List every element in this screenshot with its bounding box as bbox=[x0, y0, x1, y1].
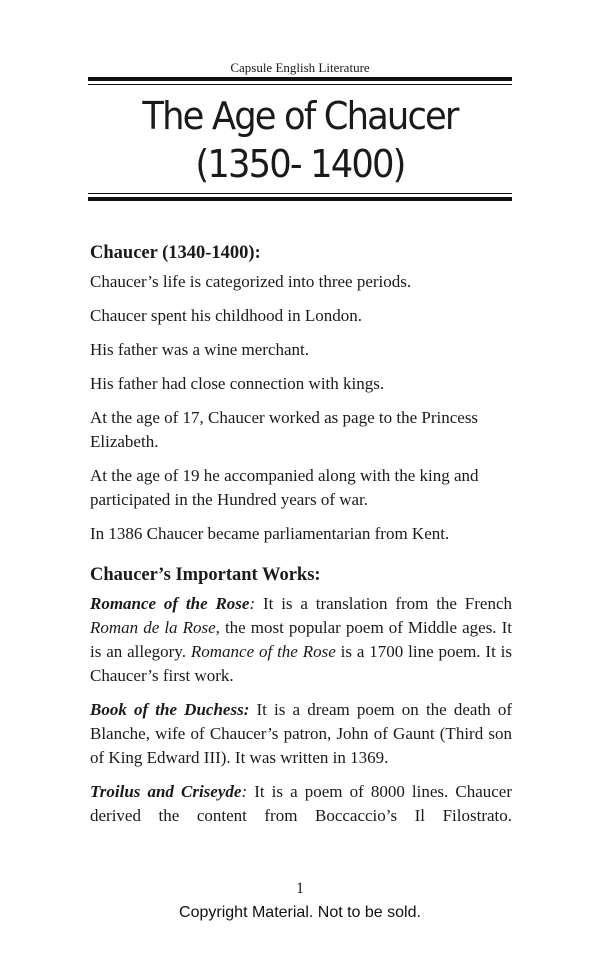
work-italic-ref: Roman de la Rose bbox=[90, 618, 216, 637]
header-rule-thin bbox=[88, 84, 512, 85]
title-rule-thin bbox=[88, 193, 512, 194]
copyright-notice: Copyright Material. Not to be sold. bbox=[179, 904, 421, 921]
work-text: is a 1700 line poem. It is Chaucer’s first work. bbox=[90, 642, 513, 685]
work-text: It is a poem of 8000 lines. Chaucer derived the content from Boccaccio’s Il Filostrato. bbox=[90, 782, 512, 825]
work-text: , the most popular poem of Middle ages. It is an allegory. bbox=[90, 618, 512, 661]
paragraph: In 1386 Chaucer became parliamentarian from Kent. bbox=[90, 524, 450, 543]
work-text: It is a dream poem on the death of Blanche, wife of Chaucer’s patron, John of Gaunt (Third son of King Edward III). It was written in 1369. bbox=[90, 700, 512, 767]
paragraph: His father was a wine merchant. bbox=[90, 340, 310, 359]
page-number: 1 bbox=[296, 880, 304, 897]
section-heading-chaucer: Chaucer (1340-1400): bbox=[90, 243, 261, 263]
paragraph: Chaucer spent his childhood in London. bbox=[90, 306, 362, 325]
work-entry-duchess bbox=[90, 698, 512, 770]
title-rule-thick bbox=[88, 197, 512, 201]
work-title-sep: : bbox=[241, 782, 248, 801]
work-title-sep: : bbox=[249, 594, 256, 613]
work-italic-ref: Romance of the Rose bbox=[190, 642, 336, 661]
chapter-title-line2: (1350- 1400) bbox=[195, 142, 405, 186]
work-text: It is a translation from the French bbox=[255, 594, 512, 613]
running-header: Capsule English Literature bbox=[230, 60, 370, 75]
header-rule-thick bbox=[88, 77, 512, 81]
paragraph: Chaucer’s life is categorized into three periods. bbox=[90, 272, 412, 291]
work-entry-romance bbox=[90, 592, 512, 688]
work-title: Romance of the Rose bbox=[90, 594, 250, 613]
chapter-title-line1: The Age of Chaucer bbox=[142, 94, 458, 138]
chapter-title bbox=[77, 92, 523, 188]
page-body bbox=[90, 232, 512, 838]
work-title: Book of the Duchess: bbox=[90, 700, 250, 719]
work-title: Troilus and Criseyde bbox=[90, 782, 242, 801]
paragraph: At the age of 17, Chaucer worked as page to the Princess Elizabeth. bbox=[90, 408, 479, 451]
paragraph: At the age of 19 he accompanied along with the king and participated in the Hundred years of war. bbox=[90, 466, 479, 509]
section-heading-works: Chaucer’s Important Works: bbox=[90, 565, 321, 585]
paragraph: His father had close connection with kings. bbox=[90, 374, 385, 393]
work-entry-troilus bbox=[90, 780, 512, 828]
